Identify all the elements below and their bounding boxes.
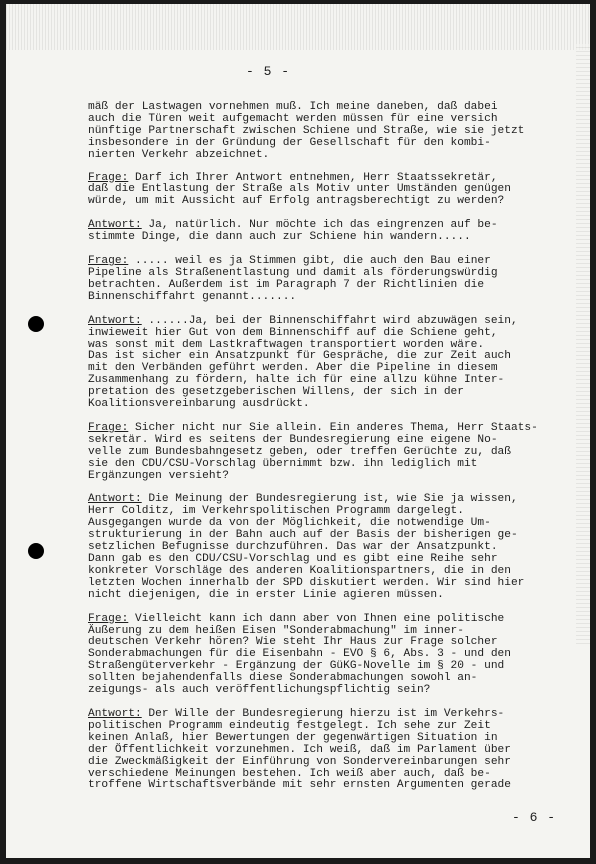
question-paragraph xyxy=(88,173,578,209)
line-text: setzlichen Befugnisse durchzuführen. Das war der Ansatzpunkt. xyxy=(88,541,498,554)
answer-paragraph xyxy=(88,494,578,601)
text-line xyxy=(88,292,578,304)
line-text: nierten Verkehr abzeichnet. xyxy=(88,148,270,161)
text-line xyxy=(88,780,578,792)
line-text: daß die Entlastung der Straße als Motiv unter Umständen genügen xyxy=(88,183,511,196)
speaker-label: Frage: xyxy=(88,255,129,268)
line-text: pretation des gesetzgeberischen Willens, der sich in der xyxy=(88,386,464,399)
speaker-label: Antwort: xyxy=(88,707,142,720)
line-text: mäß der Lastwagen vornehmen muß. Ich meine daneben, daß dabei xyxy=(88,101,498,113)
page-number-bottom: - 6 - xyxy=(512,810,557,825)
line-text: deutschen Verkehr hören? Wie steht Ihr Haus zur Frage solcher xyxy=(88,636,498,649)
line-text: sekretär. Wird es seitens der Bundesregierung eine eigene No- xyxy=(88,433,498,446)
line-text: nicht diejenigen, die in erster Linie agieren müssen. xyxy=(88,588,444,601)
document-body xyxy=(88,102,578,804)
line-text: Koalitionsvereinbarung ausdrückt. xyxy=(88,398,310,411)
punch-hole-lower xyxy=(28,543,44,559)
line-text: stimmte Dinge, die dann auch zur Schiene hin wandern..... xyxy=(88,231,471,244)
line-text: ..... weil es ja Stimmen gibt, die auch den Bau einer xyxy=(128,255,491,268)
continuation-paragraph xyxy=(88,102,578,162)
line-text: sollten bejahendenfalls diese Sonderabmachungen sowohl an- xyxy=(88,672,478,685)
line-text: Zusammenhang zu fördern, halte ich für eine allzu kühne Inter- xyxy=(88,374,505,387)
text-line xyxy=(88,590,578,602)
line-text: troffene Wirtschaftsverbände mit sehr ernsten Argumenten gerade xyxy=(88,779,511,792)
line-text: Äußerung zu dem heißen Eisen "Sonderabmachung" im inner- xyxy=(88,624,464,637)
line-text: die Zweckmäßigkeit der Einführung von Sondervereinbarungen sehr xyxy=(88,755,511,768)
line-text: konkreter Vorschläge des anderen Koalitionspartners, die in den xyxy=(88,564,511,577)
line-text: Pipeline als Straßenentlastung und damit als förderungswürdig xyxy=(88,266,498,279)
line-text: Sicher nicht nur Sie allein. Ein anderes Thema, Herr Staats- xyxy=(128,421,538,434)
answer-paragraph xyxy=(88,220,578,244)
line-text: verschiedene Meinungen bestehen. Ich weiß aber auch, daß be- xyxy=(88,767,491,780)
line-text: keinen Anlaß, hier Bewertungen der gegenwärtigen Situation in xyxy=(88,731,498,744)
line-text: Ergänzungen versieht? xyxy=(88,469,229,482)
line-text: Ja, natürlich. Nur möchte ich das eingrenzen auf be- xyxy=(141,219,498,232)
line-text: zeigungs- als auch veröffentlichungspflichtig sein? xyxy=(88,684,431,697)
line-text: Binnenschiffahrt genannt....... xyxy=(88,290,297,303)
text-line xyxy=(88,196,578,208)
document-page xyxy=(6,4,590,858)
page-edge-texture-right xyxy=(576,44,590,644)
speaker-label: Frage: xyxy=(88,171,129,184)
line-text: Herr Colditz, im Verkehrspolitischen Programm dargelegt. xyxy=(88,505,464,518)
speaker-label: Antwort: xyxy=(88,493,142,506)
page-number-top: - 5 - xyxy=(246,64,291,79)
line-text: insbesondere in der Gründung der Gesellschaft für den kombi- xyxy=(88,136,491,149)
line-text: velle zum Bundesbahngesetz geben, oder treffen Gerüchte zu, daß xyxy=(88,445,511,458)
question-paragraph xyxy=(88,614,578,697)
answer-paragraph xyxy=(88,709,578,792)
line-text: politischen Programm eindeutig festgelegt. Ich sehe zur Zeit xyxy=(88,719,491,732)
line-text: ......Ja, bei der Binnenschiffahrt wird abzuwägen sein, xyxy=(141,314,518,327)
question-paragraph xyxy=(88,256,578,304)
line-text: Das ist sicher ein Ansatzpunkt für Gespräche, die zur Zeit auch xyxy=(88,350,511,363)
line-text: mit den Verbänden geführt werden. Aber die Pipeline in diesem xyxy=(88,362,498,375)
line-text: Dann gab es den CDU/CSU-Vorschlag und es gibt eine Reihe sehr xyxy=(88,553,498,565)
speaker-label: Antwort: xyxy=(88,219,142,232)
line-text: Vielleicht kann ich dann aber von Ihnen eine politische xyxy=(128,612,505,625)
answer-paragraph xyxy=(88,316,578,411)
text-line xyxy=(88,471,578,483)
text-line xyxy=(88,150,578,162)
speaker-label: Frage: xyxy=(88,421,129,434)
speaker-label: Frage: xyxy=(88,612,129,625)
line-text: würde, um mit Aussicht auf Erfolg antragsberechtigt zu werden? xyxy=(88,195,505,208)
question-paragraph xyxy=(88,423,578,483)
line-text: letzten Wochen innerhalb der SPD diskutiert werden. Wir sind hier xyxy=(88,576,525,589)
punch-hole-upper xyxy=(28,316,44,332)
line-text: Darf ich Ihrer Antwort entnehmen, Herr Staatssekretär, xyxy=(128,171,498,184)
text-line xyxy=(88,399,578,411)
speaker-label: Antwort: xyxy=(88,314,142,327)
line-text: Der Wille der Bundesregierung hierzu ist im Verkehrs- xyxy=(141,707,505,720)
line-text: Die Meinung der Bundesregierung ist, wie Sie ja wissen, xyxy=(141,493,518,506)
page-edge-texture xyxy=(6,4,590,50)
line-text: Straßengüterverkehr - Ergänzung der GüKG-Novelle im § 20 - und xyxy=(88,660,505,673)
text-line xyxy=(88,232,578,244)
line-text: Ausgegangen wurde da von der Möglichkeit, die notwendige Um- xyxy=(88,517,491,530)
line-text: strukturierung in der Bahn auch auf der Basis der bisherigen ge- xyxy=(88,529,518,542)
line-text: Sonderabmachungen für die Eisenbahn - EVO § 6, Abs. 3 - und den xyxy=(88,648,511,661)
text-line xyxy=(88,685,578,697)
line-text: sie den CDU/CSU-Vorschlag übernimmt bzw. ihn lediglich mit xyxy=(88,457,478,470)
line-text: auch die Türen weit aufgemacht werden müssen für eine versich xyxy=(88,112,498,125)
line-text: nünftige Partnerschaft zwischen Schiene und Straße, wie sie jetzt xyxy=(88,124,525,137)
line-text: betrachten. Außerdem ist im Paragraph 7 der Richtlinien die xyxy=(88,278,485,291)
line-text: inwieweit hier Gut von dem Binnenschiff auf die Schiene geht, xyxy=(88,326,498,339)
line-text: was sonst mit dem Lastkraftwagen transportiert worden wäre. xyxy=(88,338,485,351)
line-text: der Öffentlichkeit vorzunehmen. Ich weiß, daß im Parlament über xyxy=(88,743,511,756)
